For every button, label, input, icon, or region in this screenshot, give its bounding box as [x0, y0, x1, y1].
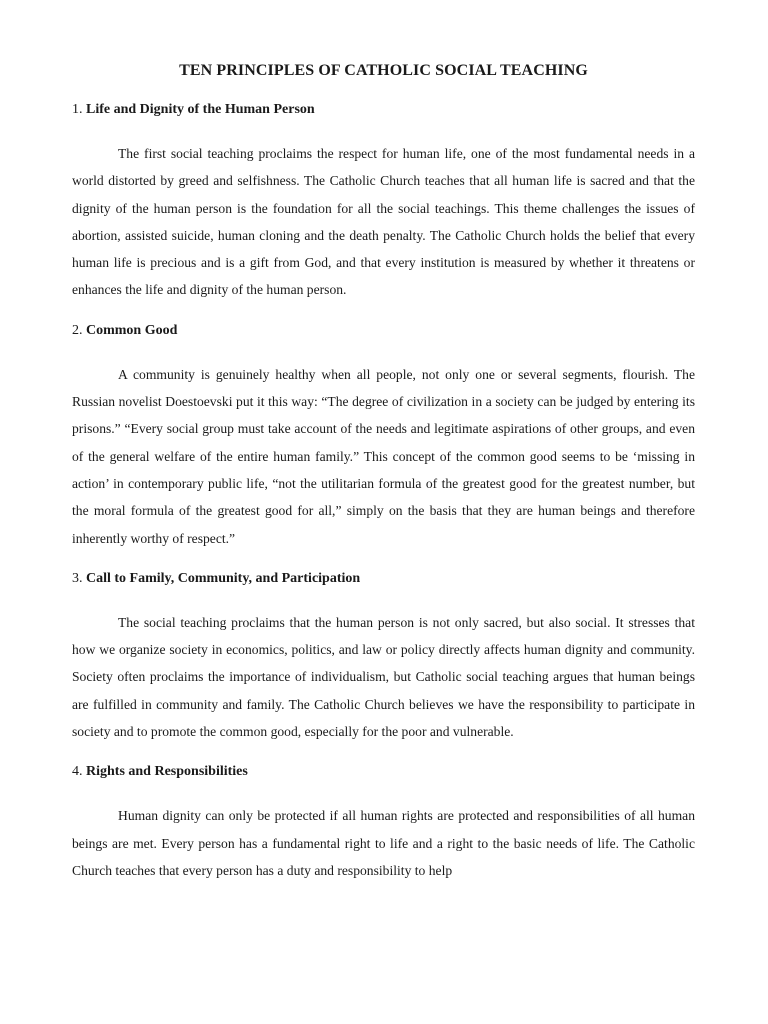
section-heading — [72, 762, 695, 782]
section-title: Common Good — [86, 322, 178, 338]
section-rights-and-responsibilities — [72, 762, 695, 884]
section-paragraph: A community is genuinely healthy when all people, not only one or several segments, flourish. The Russian novelist Doestoevski put it this way: “The degree of civilization in a society can be judged by entering its prisons.” “Every social group must take account of the needs and legitimate aspirations of other groups, and even of the general welfare of the entire human family.” This concept of the common good seems to be ‘missing in action’ in contemporary public life, “not the utilitarian formula of the greatest good for the greatest number, but the moral formula of the greatest good for all,” simply on the basis that they are human beings and therefore inherently worthy of respect.” — [72, 366, 695, 546]
section-number: 1. — [72, 102, 83, 117]
section-heading — [72, 321, 695, 341]
document-title: TEN PRINCIPLES OF CATHOLIC SOCIAL TEACHING — [179, 62, 588, 79]
section-heading — [72, 569, 695, 589]
section-number: 2. — [72, 322, 83, 338]
section-paragraph: Human dignity can only be protected if all human rights are protected and responsibilities of all human beings are met. Every person has a fundamental right to life and a right to the basic needs of life. The Catholic Church teaches that every person has a duty and responsibility to help — [72, 808, 695, 878]
section-title: Call to Family, Community, and Participation — [86, 570, 361, 586]
section-life-and-dignity — [72, 100, 695, 304]
section-title: Rights and Responsibilities — [86, 764, 248, 780]
section-number: 4. — [72, 764, 83, 780]
document-page — [72, 62, 695, 901]
section-paragraph: The first social teaching proclaims the respect for human life, one of the most fundamental needs in a world distorted by greed and selfishness. The Catholic Church teaches that all human life is sacred and that the dignity of the human person is the foundation for all the social teachings. This theme challenges the issues of abortion, assisted suicide, human cloning and the death penalty. The Catholic Church holds the belief that every human life is precious and is a gift from God, and that every institution is measured by whether it threatens or enhances the life and dignity of the human person. — [72, 146, 695, 298]
section-family-community-participation — [72, 569, 695, 745]
section-paragraph: The social teaching proclaims that the human person is not only sacred, but also social. It stresses that how we organize society in economics, politics, and law or policy directly affects human dignity and community. Society often proclaims the importance of individualism, but Catholic social teaching argues that human beings are fulfilled in community and family. The Catholic Church believes we have the responsibility to participate in society and to promote the common good, especially for the poor and vulnerable. — [72, 614, 695, 740]
section-heading — [72, 100, 695, 120]
section-number: 3. — [72, 570, 83, 586]
section-common-good — [72, 321, 695, 552]
section-title: Life and Dignity of the Human Person — [86, 102, 315, 117]
